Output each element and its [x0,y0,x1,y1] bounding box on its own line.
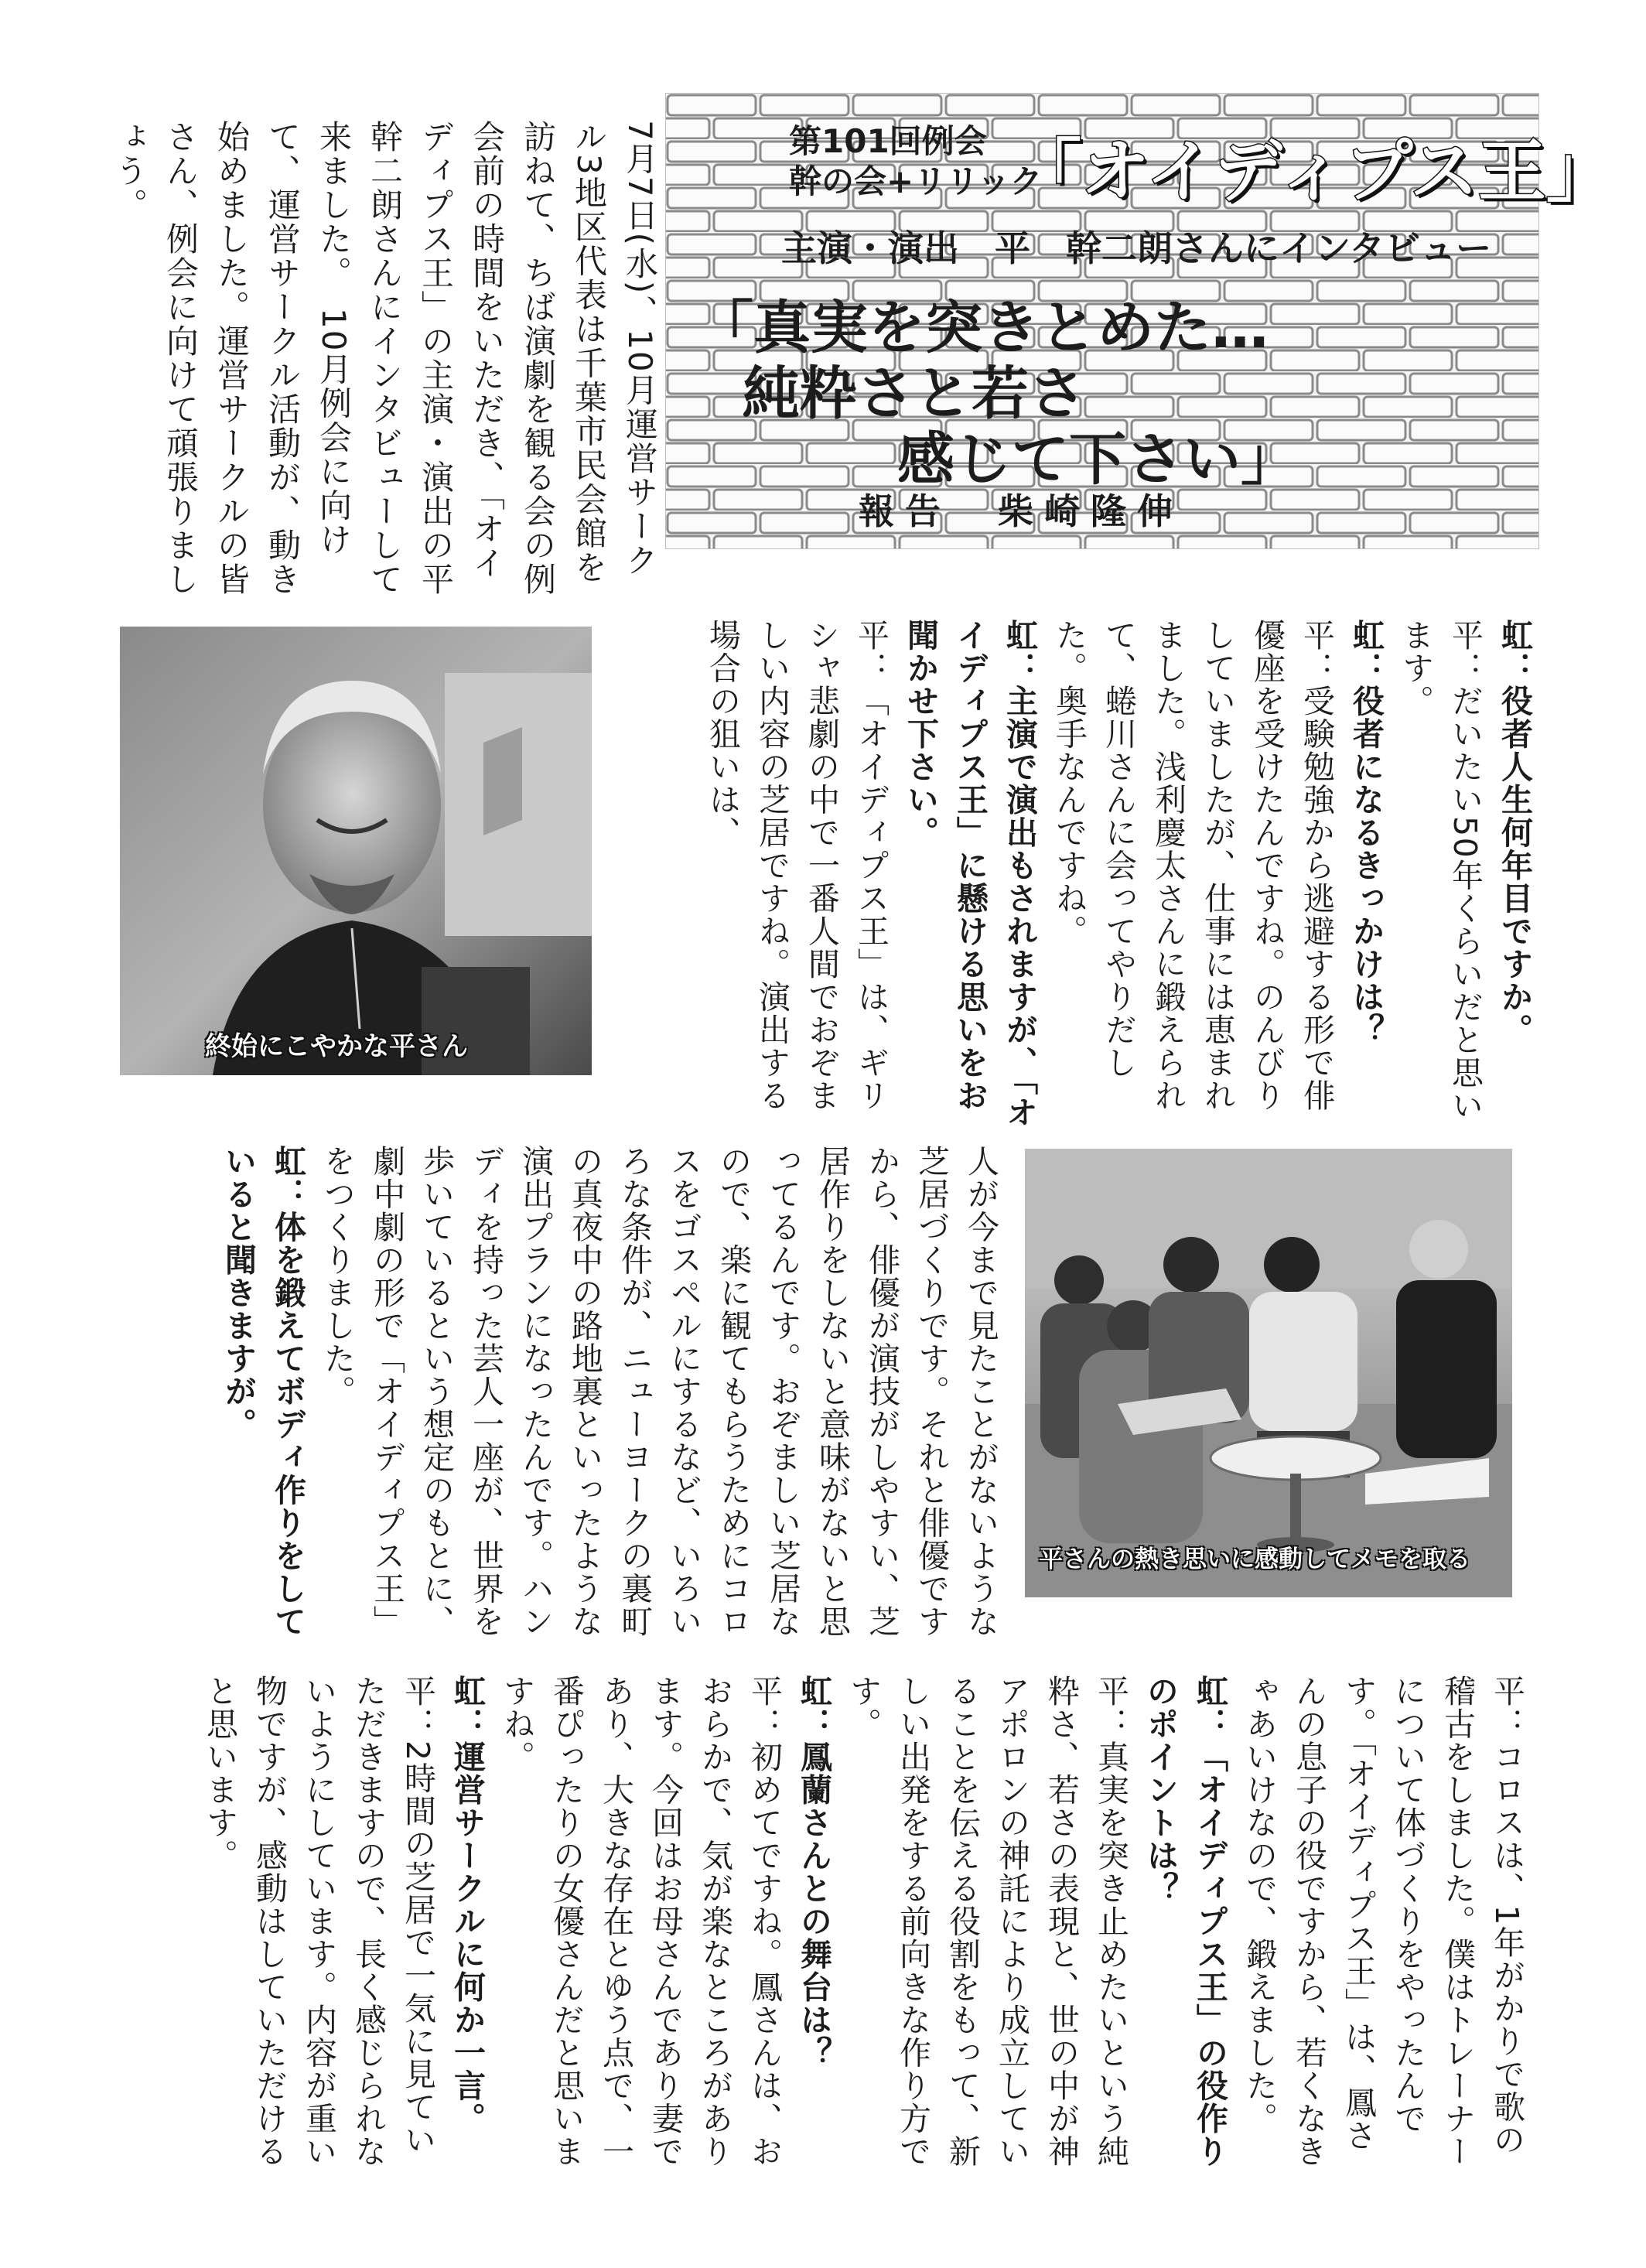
answer-5: 平：真実を突き止めたいという純粋さ、若さの表現と、世の中が神アポロンの神託により成立していることを伝える役割をもって、新しい出発をする前向きな作り方です。 [845,1675,1129,2168]
question-1: 虹：役者人生何年目ですか。 [1496,619,1533,1047]
question-3: 虹：主演で演出もされますが、「オイディプス王」に懸ける思いをお聞かせ下さい。 [902,619,1038,1129]
answer-3-continued: 人が今まで見たことがないような芝居づくりです。それと俳優ですから、俳優が演技がしやすい、芝居作りをしないと意味がないと思ってるんです。おぞましい芝居なので、楽に観てもらうためにコロスをゴスペルにするなど、いろいろな条件が、ニューヨークの裏町の真夜中の路地裏といったような演出プランになったんです。ハンディを持った芸人一座が、世界を歩いているという想定のもとに、劇中劇の形で「オイディプス王」をつくりました。 [319,1145,999,1638]
intro-text [108,120,665,599]
answer-4: 平：コロスは、1年がかりで歌の稽古をしました。僕はトレーナーについて体づくりをやったんです。「オイディプス王」は、鳳さんの息子の役ですから、若くなきゃあいけなので、鍛えました。 [1241,1675,1525,2168]
headline-line-2: 純粋さと若さ [743,360,1086,427]
interview-block-3 [116,1675,1532,2170]
answer-2: 平：受験勉強から逃避する形で俳優座を受けたんですね。のんびりしていましたが、仕事には恵まれました。浅利慶太さんに鍛えられて、蜷川さんに会ってやりだした。奥手なんですね。 [1050,619,1335,1112]
question-4: 虹：体を鍛えてボディ作りをしていると聞きますが。 [220,1145,306,1638]
interview-block-2 [116,1145,1006,1640]
question-6: 虹：鳳蘭さんとの舞台は？ [795,1675,832,2069]
portrait-caption: 終始にこやかな平さん [205,1031,468,1062]
answer-3: 平：「オイディプス王」は、ギリシャ悲劇の中で一番人間でおぞましい内容の芝居ですね。演出する場合の狙いは、 [704,619,890,1112]
question-7: 虹：運営サークルに何か一言。 [449,1675,486,2135]
group-photo [1025,1149,1512,1597]
group-caption: 平さんの熱き思いに感動してメモを取る [1039,1546,1470,1573]
headline-line-1: 「真実を突きとめた… [696,295,1269,361]
play-title: 「オイディプス王」 [1013,132,1615,211]
company-name: 幹の会+リリック [789,162,1043,200]
intro-paragraph: 7月7日(水)、10月運営サークル3地区代表は千葉市民会館を訪ねて、ちば演劇を観る会の例会前の時間をいただき、「オイディプス王」の主演・演出の平幹二朗さんにインタビューして来ました。 10月例会に向けて、運営サークル活動が、動き始めました。運営サークルの皆さん、例会に向けて頑張りましょう。 [111,120,659,596]
answer-7: 平：2時間の芝居で一気に見ていただきますので、長く感じられないようにしています。内容が重い物ですが、感動はしていただけると思います。 [201,1675,436,2168]
portrait-photo-image [120,627,592,1075]
meeting-number: 第101回例会 [789,122,987,160]
answer-6: 平：初めてですね。鳳さんは、おおらかで、気が楽なところがあります。今回はお母さんであり妻であり、大きな存在とゆう点で、一番ぴったりの女優さんだと思いますね。 [498,1675,783,2168]
title-block [665,93,1615,549]
reporter-credit: 報告 柴崎隆伸 [859,490,1183,532]
group-photo-image [1025,1149,1512,1597]
headline-line-3: 感じて下さい」 [897,426,1298,493]
interview-block-1 [619,619,1539,1129]
answer-1: 平：だいたい50年くらいだと思います。 [1397,619,1484,1122]
portrait-photo [120,627,592,1075]
interview-subtitle: 主演・演出 平 幹二朗さんにインタビュー [781,227,1492,269]
question-2: 虹：役者になるきっかけは？ [1347,619,1385,1047]
question-5: 虹：「オイディプス王」の役作りのポイントは？ [1142,1675,1228,2168]
